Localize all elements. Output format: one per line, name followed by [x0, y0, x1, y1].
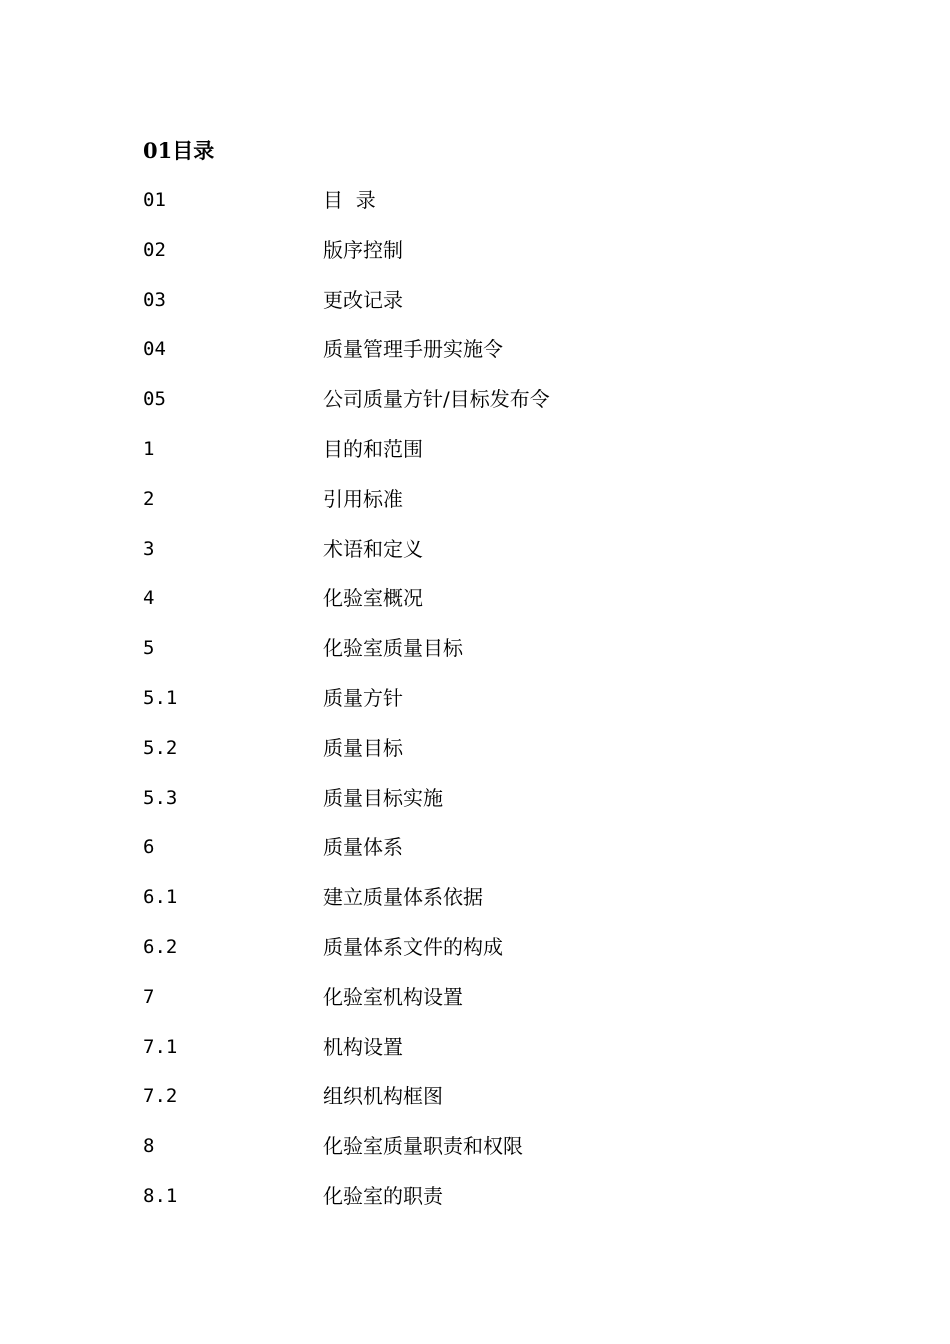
toc-number: 05	[143, 388, 166, 411]
toc-number: 2	[143, 487, 155, 510]
toc-number: 4	[143, 587, 155, 610]
toc-number: 6	[143, 836, 155, 859]
toc-title: 术语和定义	[323, 536, 423, 561]
toc-title: 质量目标	[323, 735, 403, 760]
toc-title: 质量体系	[323, 835, 403, 860]
toc-title: 化验室质量目标	[323, 636, 463, 661]
toc-title: 更改记录	[323, 287, 403, 312]
toc-entry	[143, 385, 843, 435]
toc-number: 04	[143, 338, 166, 361]
toc-number: 5.3	[143, 786, 178, 809]
toc-entry	[143, 933, 843, 983]
toc-entry	[143, 236, 843, 286]
toc-title: 建立质量体系依据	[323, 885, 483, 910]
toc-number: 1	[143, 437, 155, 460]
toc-entry	[143, 1082, 843, 1132]
toc-entry	[143, 684, 843, 734]
toc-title: 公司质量方针/目标发布令	[323, 387, 550, 412]
toc-number: 6.2	[143, 935, 178, 958]
toc-number: 03	[143, 288, 166, 311]
toc-entry	[143, 634, 843, 684]
toc-entry	[143, 1132, 843, 1182]
toc-title: 质量体系文件的构成	[323, 934, 503, 959]
toc-entry	[143, 186, 843, 236]
toc-entry	[143, 1033, 843, 1083]
toc-title: 引用标准	[323, 486, 403, 511]
toc-title: 化验室质量职责和权限	[323, 1134, 523, 1159]
toc-number: 8	[143, 1135, 155, 1158]
toc-number: 5.1	[143, 686, 178, 709]
toc-entry	[143, 286, 843, 336]
toc-title: 质量方针	[323, 685, 403, 710]
toc-number: 02	[143, 238, 166, 261]
toc-number: 8.1	[143, 1184, 178, 1207]
toc-title: 化验室机构设置	[323, 984, 463, 1009]
toc-entry	[143, 833, 843, 883]
toc-entry	[143, 734, 843, 784]
toc-entry	[143, 1182, 843, 1232]
toc-number: 3	[143, 537, 155, 560]
toc-number: 7	[143, 985, 155, 1008]
toc-title: 机构设置	[323, 1034, 403, 1059]
toc-number: 5	[143, 637, 155, 660]
toc-entry	[143, 983, 843, 1033]
toc-title: 化验室概况	[323, 586, 423, 611]
toc-number: 6.1	[143, 886, 178, 909]
table-of-contents	[143, 186, 843, 1232]
toc-entry	[143, 335, 843, 385]
toc-title: 化验室的职责	[323, 1183, 443, 1208]
toc-number: 5.2	[143, 736, 178, 759]
toc-title: 目 录	[323, 188, 376, 212]
toc-entry	[143, 784, 843, 834]
toc-title: 目的和范围	[323, 436, 423, 461]
toc-number: 7.1	[143, 1035, 178, 1058]
toc-entry	[143, 485, 843, 535]
toc-title: 组织机构框图	[323, 1084, 443, 1109]
toc-entry	[143, 435, 843, 485]
toc-title: 质量目标实施	[323, 785, 443, 810]
toc-number: 01	[143, 189, 166, 211]
toc-title: 质量管理手册实施令	[323, 337, 503, 362]
page-title: 01目录	[143, 138, 215, 163]
toc-title: 版序控制	[323, 237, 403, 262]
toc-number: 7.2	[143, 1085, 178, 1108]
toc-entry	[143, 584, 843, 634]
toc-entry	[143, 883, 843, 933]
toc-entry	[143, 535, 843, 585]
